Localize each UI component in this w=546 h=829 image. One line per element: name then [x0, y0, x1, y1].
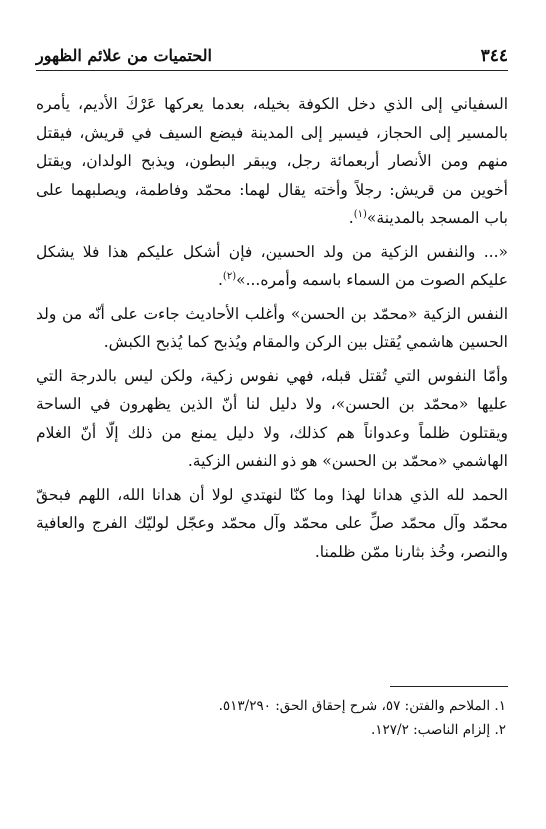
page-number: ٣٤٤	[480, 46, 508, 66]
footnote-ref-2: (٢)	[222, 270, 237, 282]
running-title: الحتميات من علائم الظهور	[36, 46, 212, 65]
paragraph-4-text: وأمّا النفوس التي تُقتل قبله، فهي نفوس زكية، ولكن ليس بالدرجة التي عليها «محمّد بن الحسن»، ولا دليل لنا أنّ الذين يظهرون في الساحة ويقتلون ظلماً وعدواناً هم كذلك، ولا دليل يمنع من ذلك إلّا أنّ الغلام الهاشمي «محمّد بن الحسن» هو ذو النفس الزكية.	[36, 366, 508, 470]
paragraph-2-text: «... والنفس الزكية من ولد الحسين، فإن أشكل عليكم هذا فلا يشكل عليكم الصوت من السماء باسمه وأمره...»	[36, 242, 508, 289]
paragraph-1: السفياني إلى الذي دخل الكوفة بخيله، بعدما يعركها عَرْكَ الأديم، يأمره بالمسير إلى الحجاز، فيسير إلى المدينة فيضع السيف في قريش، فيقتل منهم ومن الأنصار أربعمائة رجل، ويبقر البطون، ويذبح الولدان، ويقتل أخوين من قريش: رجلاً وأخته يقال لهما: محمّد وفاطمة، ويصلبهما على باب المسجد بالمدينة»$^{(١)}$.	[36, 95, 508, 227]
paragraph-3-text: النفس الزكية «محمّد بن الحسن» وأغلب الأحاديث جاءت على أنّه من ولد الحسين هاشمي يُقتل بين الركن والمقام ويُذبح كما يُذبح الكبش.	[36, 304, 508, 351]
footnote-ref-1: (١)	[353, 208, 367, 220]
paragraph-5	[36, 481, 508, 567]
footnote-2: ٢. إلزام الناصب: ١٢٧/٢.	[370, 722, 506, 738]
footnote-1: ١. الملاحم والفتن: ٥٧، شرح إحقاق الحق: ٥١٣/٢٩٠.	[218, 698, 506, 714]
page-header	[36, 44, 508, 71]
paragraph-3	[36, 300, 508, 357]
footnotes	[36, 694, 506, 742]
paragraph-1-text: السفياني إلى الذي دخل الكوفة بخيله، بعدما يعركها عَرْكَ الأديم، يأمره بالمسير إلى الحجاز، فيسير إلى المدينة فيضع السيف في قريش، فيقتل منهم ومن الأنصار أربعمائة رجل، ويبقر البطون، ويذبح الولدان، ويقتل أخوين من قريش: رجلاً وأخته يقال لهما: محمّد وفاطمة، ويصلبهما على باب المسجد بالمدينة»	[36, 95, 508, 227]
paragraph-2: «... والنفس الزكية من ولد الحسين، فإن أشكل عليكم هذا فلا يشكل عليكم الصوت من السماء باسمه وأمره...»$^{(٢)}$.	[36, 242, 508, 289]
footnote-divider	[390, 686, 508, 687]
main-text	[36, 90, 508, 571]
paragraph-5-text: الحمد لله الذي هدانا لهذا وما كنّا لنهتدي لولا أن هدانا الله، اللهم فبحقّ محمّد وآل محمّد صلِّ على محمّد وآل محمّد وعجّل لوليّك الفرج والعافية والنصر، وخُذ بثارنا ممّن ظلمنا.	[36, 485, 508, 561]
paragraph-4	[36, 362, 508, 476]
